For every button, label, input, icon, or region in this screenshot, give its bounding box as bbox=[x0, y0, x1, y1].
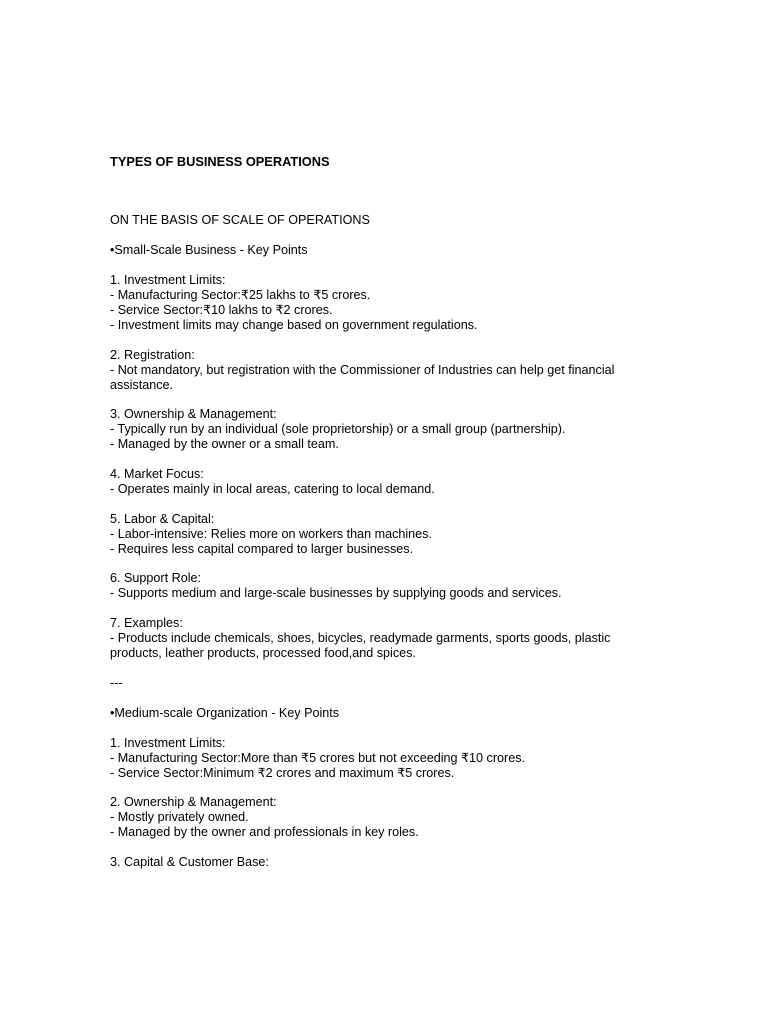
separator: --- bbox=[110, 676, 123, 690]
small-labor-line1: - Labor-intensive: Relies more on workers than machines. bbox=[110, 527, 432, 541]
small-ownership-line2: - Managed by the owner or a small team. bbox=[110, 437, 339, 451]
small-registration-line2: assistance. bbox=[110, 378, 173, 392]
small-examples-line1: - Products include chemicals, shoes, bicycles, readymade garments, sports goods, plastic bbox=[110, 631, 611, 645]
small-examples-heading: 7. Examples: bbox=[110, 616, 183, 630]
medium-investment-service: - Service Sector:Minimum ₹2 crores and maximum ₹5 crores. bbox=[110, 766, 455, 780]
small-registration-heading: 2. Registration: bbox=[110, 348, 195, 362]
small-investment-change: - Investment limits may change based on government regulations. bbox=[110, 318, 478, 332]
document-title: TYPES OF BUSINESS OPERATIONS bbox=[110, 154, 330, 169]
small-ownership-heading: 3. Ownership & Management: bbox=[110, 407, 277, 421]
small-support-line1: - Supports medium and large-scale businesses by supplying goods and services. bbox=[110, 586, 562, 600]
medium-ownership-line1: - Mostly privately owned. bbox=[110, 810, 249, 824]
small-market-heading: 4. Market Focus: bbox=[110, 467, 204, 481]
medium-investment-manufacturing: - Manufacturing Sector:More than ₹5 crores but not exceeding ₹10 crores. bbox=[110, 751, 526, 765]
small-ownership-line1: - Typically run by an individual (sole proprietorship) or a small group (partnership). bbox=[110, 422, 566, 436]
medium-ownership-heading: 2. Ownership & Management: bbox=[110, 795, 277, 809]
small-examples-line2: products, leather products, processed food,and spices. bbox=[110, 646, 416, 660]
small-labor-heading: 5. Labor & Capital: bbox=[110, 512, 215, 526]
medium-ownership-line2: - Managed by the owner and professionals in key roles. bbox=[110, 825, 419, 839]
small-investment-manufacturing: - Manufacturing Sector:₹25 lakhs to ₹5 crores. bbox=[110, 288, 371, 302]
small-investment-service: - Service Sector:₹10 lakhs to ₹2 crores. bbox=[110, 303, 333, 317]
medium-investment-heading: 1. Investment Limits: bbox=[110, 736, 226, 750]
small-investment-heading: 1. Investment Limits: bbox=[110, 273, 226, 287]
small-labor-line2: - Requires less capital compared to larger businesses. bbox=[110, 542, 414, 556]
medium-scale-heading: •Medium-scale Organization - Key Points bbox=[110, 706, 340, 720]
section-heading: ON THE BASIS OF SCALE OF OPERATIONS bbox=[110, 213, 370, 227]
small-registration-line1: - Not mandatory, but registration with the Commissioner of Industries can help get financial bbox=[110, 363, 615, 377]
small-support-heading: 6. Support Role: bbox=[110, 571, 202, 585]
medium-capital-heading: 3. Capital & Customer Base: bbox=[110, 855, 269, 869]
small-scale-heading: •Small-Scale Business - Key Points bbox=[110, 243, 308, 257]
small-market-line1: - Operates mainly in local areas, catering to local demand. bbox=[110, 482, 435, 496]
